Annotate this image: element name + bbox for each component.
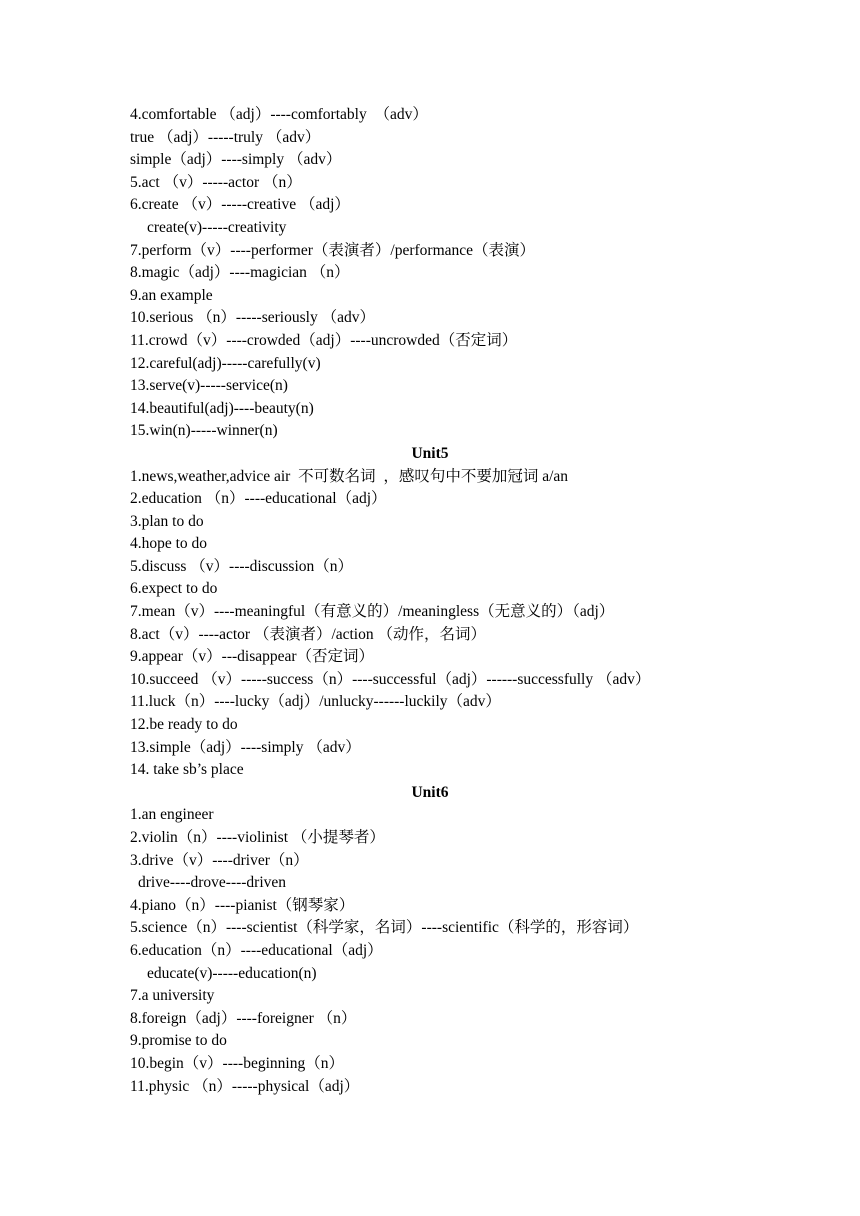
- text-line: 12.careful(adj)-----carefully(v): [130, 354, 321, 372]
- text-line: 5.discuss （v）----discussion（n）: [130, 557, 354, 575]
- text-line: true （adj）-----truly （adv）: [130, 128, 321, 146]
- text-line: 7.perform（v）----performer（表演者）/performance（表演）: [130, 241, 536, 259]
- text-line: educate(v)-----education(n): [147, 964, 317, 982]
- text-line: 15.win(n)-----winner(n): [130, 422, 278, 440]
- text-line: simple（adj）----simply （adv）: [130, 151, 342, 169]
- document-body: [130, 104, 730, 1098]
- text-line: 6.education（n）----educational（adj）: [130, 941, 383, 959]
- text-line: 4.comfortable （adj）----comfortably （adv）: [130, 106, 428, 123]
- text-line: 13.serve(v)-----service(n): [130, 377, 288, 395]
- text-line: 6.expect to do: [130, 580, 218, 598]
- text-line: 4.piano（n）----pianist（钢琴家）: [130, 896, 355, 914]
- text-line: 4.hope to do: [130, 535, 208, 553]
- text-line: drive----drove----driven: [138, 874, 287, 892]
- text-line: 7.mean（v）----meaningful（有意义的）/meaningless（无意义的）（adj）: [130, 603, 615, 621]
- text-line: 10.succeed （v）-----success（n）----successful（adj）------successfully （adv）: [130, 670, 651, 688]
- text-line: 10.begin（v）----beginning（n）: [130, 1054, 344, 1072]
- text-line: 9.appear（v）---disappear（否定词）: [130, 648, 375, 666]
- text-line: 11.physic （n）-----physical（adj）: [130, 1077, 360, 1095]
- text-line: 1.news,weather,advice air 不可数名词 ，感叹句中不要加冠词 a/an: [130, 467, 569, 485]
- text-line: 11.crowd（v）----crowded（adj）----uncrowded（否定词）: [130, 331, 518, 349]
- text-line: 14. take sb’s place: [130, 761, 244, 779]
- text-line: 12.be ready to do: [130, 716, 238, 734]
- text-line: 6.create （v）-----creative （adj）: [130, 196, 350, 214]
- text-line: 8.magic（adj）----magician （n）: [130, 264, 350, 282]
- text-line: 5.act （v）-----actor （n）: [130, 173, 302, 191]
- text-line: 11.luck（n）----lucky（adj）/unlucky------luckily（adv）: [130, 693, 501, 711]
- text-line: 14.beautiful(adj)----beauty(n): [130, 399, 314, 417]
- text-line: 1.an engineer: [130, 806, 214, 824]
- text-line: 2.violin（n）----violinist （小提琴者）: [130, 829, 385, 846]
- text-line: 3.plan to do: [130, 512, 204, 530]
- text-line: 8.foreign（adj）----foreigner （n）: [130, 1009, 357, 1027]
- text-line: 7.a university: [130, 987, 215, 1005]
- text-line: 9.an example: [130, 286, 213, 304]
- text-line: create(v)-----creativity: [147, 218, 287, 236]
- unit5-heading: Unit5: [411, 444, 449, 462]
- text-line: 5.science（n）----scientist（科学家，名词）----scientific（科学的，形容词）: [130, 919, 639, 937]
- text-line: 3.drive（v）----driver（n）: [130, 851, 309, 869]
- text-line: 8.act（v）----actor （表演者）/action （动作，名词）: [130, 625, 486, 643]
- text-line: 10.serious （n）-----seriously （adv）: [130, 309, 375, 327]
- unit6-heading: Unit6: [411, 783, 449, 801]
- text-line: 13.simple（adj）----simply （adv）: [130, 738, 361, 756]
- text-line: 2.education （n）----educational（adj）: [130, 490, 387, 508]
- text-line: 9.promise to do: [130, 1032, 227, 1050]
